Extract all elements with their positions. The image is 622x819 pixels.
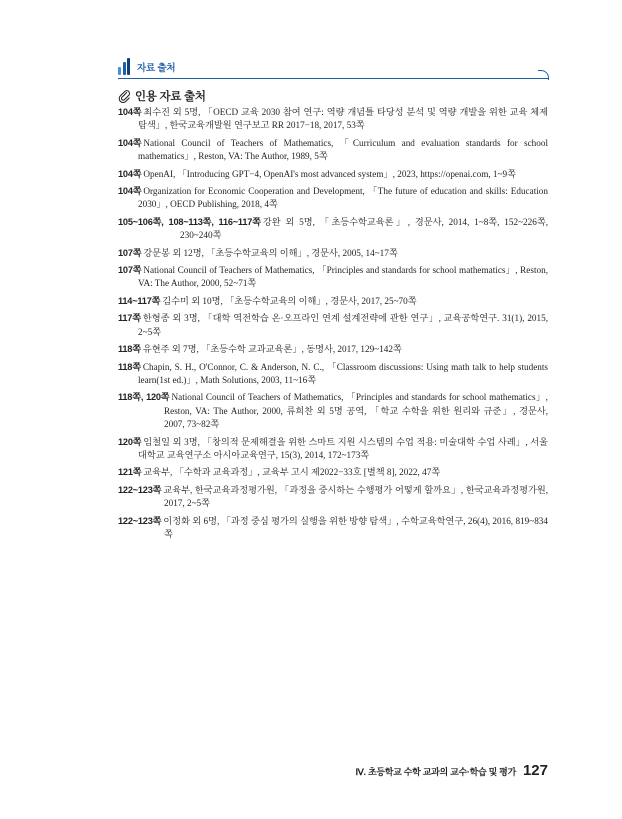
section-title: 인용 자료 출처 (135, 91, 206, 103)
page-footer (356, 762, 548, 779)
header-tab-label: 자료 출처 (137, 63, 176, 74)
list-item (118, 106, 548, 133)
list-item (118, 391, 548, 431)
list-item (118, 515, 548, 542)
source-text: 강완 외 5명, 「초등수학교육론」, 경문사, 2014, 1~8쪽, 152~226쪽, 230~240쪽 (180, 216, 548, 241)
source-text: 강문봉 외 12명, 「초등수학교육의 이해」, 경문사, 2005, 14~17쪽 (143, 247, 398, 258)
source-page: 122~123쪽 (118, 515, 162, 526)
source-page: 117쪽 (118, 313, 141, 324)
source-page: 107쪽 (118, 247, 142, 258)
source-page: 118쪽 (118, 361, 141, 372)
source-text: Organization for Economic Cooperation and Development, 「The future of education and skills: Education 2030」, OECD Publishing, 2018, 4쪽 (138, 186, 548, 210)
source-text: Chapin, S. H., O'Connor, C. & Anderson, N. C., 「Classroom discussions: Using math talk to help students learn(1st ed.)」, Math Solutions, 2003, 11~16쪽 (138, 361, 548, 385)
source-text: 최수진 외 5명, 「OECD 교육 2030 참여 연구: 역량 개념틀 타당성 분석 및 역량 개발을 위한 교육 체제 탐색」, 한국교육개발원 연구보고 RR 2017−18, 2017, 53쪽 (138, 107, 548, 131)
source-text: 교육부, 한국교육과정평가원, 「과정을 중시하는 수행평가 어떻게 할까요」, 한국교육과정평가원, 2017, 2~5쪽 (163, 484, 548, 509)
list-item (118, 264, 548, 291)
source-page: 118쪽 (118, 344, 141, 355)
header-divider (118, 78, 548, 79)
source-page: 104쪽 (118, 168, 142, 179)
reference-list (118, 106, 548, 545)
source-page: 114~117쪽 (118, 295, 161, 306)
footer-chapter-label: Ⅳ. 초등학교 수학 교과의 교수·학습 및 평가 (355, 767, 516, 777)
list-item (118, 361, 548, 388)
source-page: 118쪽, 120쪽 (118, 392, 170, 403)
source-text: OpenAI, 「Introducing GPT−4, OpenAI's most advanced system」, 2023, https://openai.com, 1~9쪽 (143, 168, 516, 179)
list-item (118, 343, 548, 356)
list-item (118, 247, 548, 260)
source-text: National Council of Teachers of Mathematics, 「Curriculum and evaluation standards for school mathematics」, Reston, VA: The Author, 1989, 5쪽 (138, 137, 548, 162)
source-text: 김수미 외 10명, 「초등수학교육의 이해」, 경문사, 2017, 25~70쪽 (162, 295, 417, 306)
list-item (118, 436, 548, 463)
source-text: 유현주 외 7명, 「초등수학 교과교육론」, 동명사, 2017, 129~142쪽 (142, 344, 402, 355)
page-number: 127 (522, 762, 548, 779)
list-item (118, 484, 548, 511)
source-text: National Council of Teachers of Mathematics, 「Principles and standards for school mathematics」, Reston, VA: The Author, 2000, 류희찬 외 5명 공역, 「학교 수학을 위한 원리와 규준」, 경문사, 2007, 73~82쪽 (164, 392, 548, 430)
section-heading (118, 88, 206, 104)
source-text: 교육부, 「수학과 교육과정」, 교육부 고시 제2022−33호 [별책 8], 2022, 47쪽 (143, 467, 441, 478)
header-tab (118, 58, 181, 75)
paperclip-icon (118, 90, 131, 103)
list-item (118, 168, 548, 181)
list-item (118, 312, 548, 339)
source-page: 104쪽 (118, 137, 142, 148)
source-page: 104쪽 (118, 186, 142, 197)
list-item (118, 185, 548, 212)
source-page: 121쪽 (118, 467, 142, 478)
source-page: 105~106쪽, 108~113쪽, 116~117쪽 (118, 216, 261, 227)
bar-chart-icon (118, 58, 133, 75)
source-page: 120쪽 (118, 436, 142, 447)
page-header (118, 58, 548, 84)
list-item (118, 466, 548, 479)
source-text: 한형종 외 3명, 「대학 역전학습 온·오프라인 연계 설계전략에 관한 연구」, 교육공학연구. 31(1), 2015, 2~5쪽 (138, 313, 548, 337)
source-text: 이정화 외 6명, 「과정 중심 평가의 실행을 위한 방향 탐색」, 수학교육학연구, 26(4), 2016, 819~834쪽 (163, 515, 548, 539)
list-item (118, 216, 548, 243)
source-text: National Council of Teachers of Mathematics, 「Principles and standards for school mathematics」, Reston, VA: The Author, 2000, 52~71쪽 (138, 265, 548, 289)
list-item (118, 295, 548, 308)
list-item (118, 137, 548, 164)
source-page: 107쪽 (118, 265, 142, 276)
source-page: 104쪽 (118, 107, 142, 117)
source-text: 임철일 외 3명, 「창의적 문제해결을 위한 스마트 지원 시스템의 수업 적용: 미술대학 수업 사례」, 서울대학교 교육연구소 아시아교육연구, 15(3), 2014, 172~173쪽 (138, 436, 548, 460)
source-page: 122~123쪽 (118, 484, 162, 495)
